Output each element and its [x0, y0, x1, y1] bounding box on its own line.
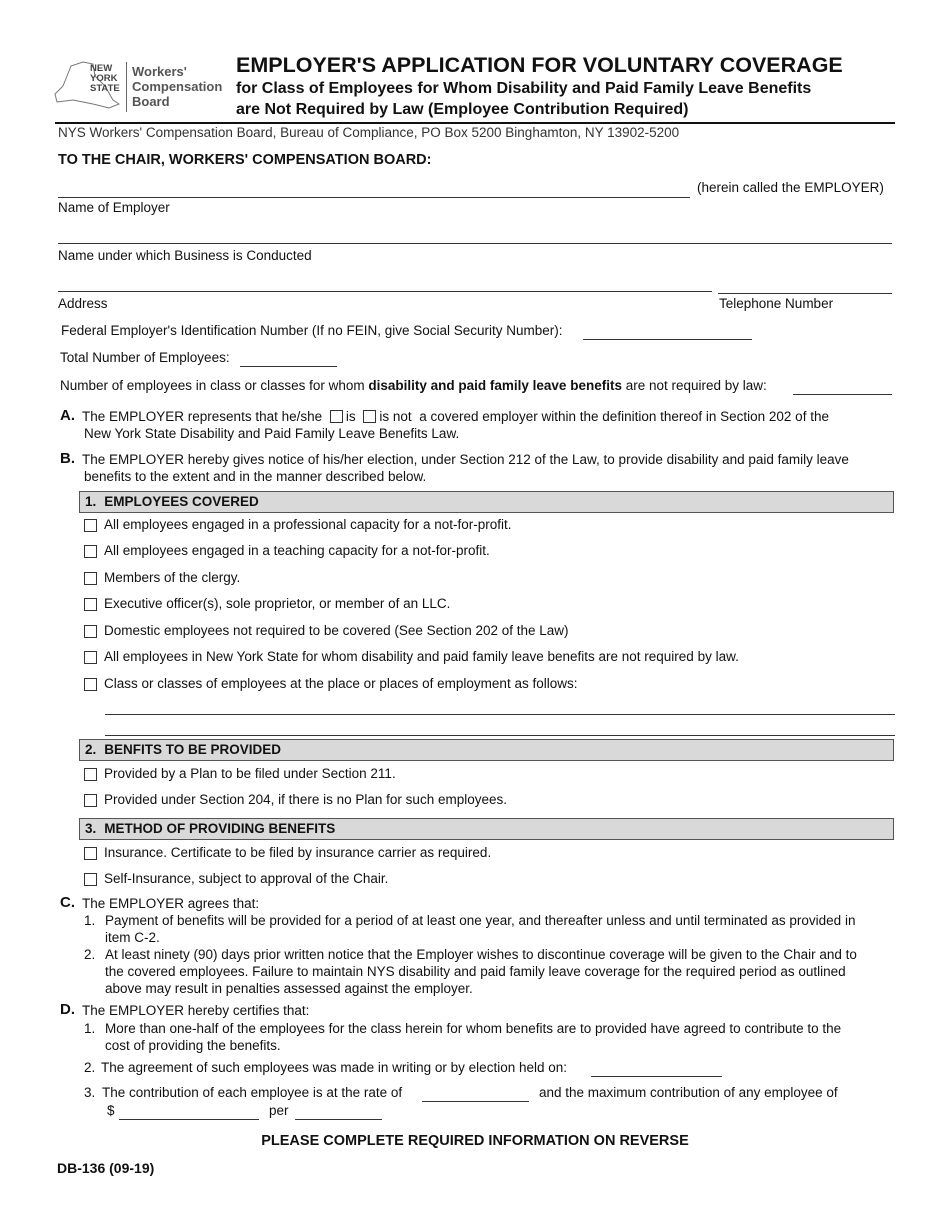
class-of-employees-label: Class or classes of employees at the place or places of employment as follows:: [104, 676, 578, 691]
class-description-line-1[interactable]: [105, 714, 895, 715]
professional-nfp-checkbox[interactable]: [84, 519, 97, 532]
logo-agency-text: Workers' Compensation Board: [132, 64, 223, 109]
employer-name-field[interactable]: [58, 197, 690, 198]
section-b-letter: B.: [60, 450, 75, 467]
fein-field[interactable]: [583, 339, 752, 340]
d1-number: 1.: [84, 1021, 96, 1036]
benefits-header: 2. BENFITS TO BE PROVIDED: [79, 739, 894, 761]
class-count-label: Number of employees in class or classes for whom disability and paid family leave benefits are not required by law:: [60, 378, 767, 393]
d1-line2: cost of providing the benefits.: [105, 1038, 281, 1053]
professional-nfp-label: All employees engaged in a professional capacity for a not-for-profit.: [104, 517, 512, 532]
herein-employer-label: (herein called the EMPLOYER): [697, 180, 884, 195]
telephone-field[interactable]: [718, 293, 892, 294]
form-title: EMPLOYER'S APPLICATION FOR VOLUNTARY COVERAGE: [236, 53, 843, 77]
self-insurance-checkbox[interactable]: [84, 873, 97, 886]
is-not-covered-checkbox[interactable]: [363, 410, 376, 423]
insurance-checkbox[interactable]: [84, 847, 97, 860]
name-of-employer-label: Name of Employer: [58, 200, 170, 215]
d3-maximum-label: and the maximum contribution of any employee of: [539, 1085, 838, 1100]
clergy-checkbox[interactable]: [84, 572, 97, 585]
form-code: DB-136 (09-19): [57, 1160, 155, 1176]
all-nys-employees-label: All employees in New York State for whom disability and paid family leave benefits are not required by law.: [104, 649, 739, 664]
section-b-line2: benefits to the extent and in the manner described below.: [84, 469, 427, 484]
board-address: NYS Workers' Compensation Board, Bureau of Compliance, PO Box 5200 Binghamton, NY 13902-5200: [58, 125, 680, 140]
c1-line2: item C-2.: [105, 930, 160, 945]
reverse-notice: PLEASE COMPLETE REQUIRED INFORMATION ON REVERSE: [261, 1133, 689, 1149]
section-204-label: Provided under Section 204, if there is no Plan for such employees.: [104, 792, 507, 807]
plan-section-211-checkbox[interactable]: [84, 768, 97, 781]
address-label: Address: [58, 296, 108, 311]
section-b-line1: The EMPLOYER hereby gives notice of his/her election, under Section 212 of the Law, to provide disability and paid family leave: [82, 452, 849, 467]
method-header: 3. METHOD OF PROVIDING BENEFITS: [79, 818, 894, 840]
all-nys-employees-checkbox[interactable]: [84, 651, 97, 664]
section-a-line2: New York State Disability and Paid Family Leave Benefits Law.: [84, 426, 460, 441]
salutation: TO THE CHAIR, WORKERS' COMPENSATION BOARD:: [58, 152, 432, 168]
c2-line3: above may result in penalties assessed against the employer.: [105, 981, 473, 996]
domestic-employees-checkbox[interactable]: [84, 625, 97, 638]
total-employees-label: Total Number of Employees:: [60, 350, 230, 365]
telephone-label: Telephone Number: [719, 296, 834, 311]
business-name-label: Name under which Business is Conducted: [58, 248, 312, 263]
total-employees-field[interactable]: [240, 366, 337, 367]
d1-line1: More than one-half of the employees for the class herein for whom benefits are to provided have agreed to contribute to the: [105, 1021, 842, 1036]
per-period-field[interactable]: [295, 1119, 382, 1120]
section-a-letter: A.: [60, 407, 75, 424]
form-subtitle-line1: for Class of Employees for Whom Disability and Paid Family Leave Benefits: [236, 80, 812, 97]
maximum-amount-field[interactable]: [119, 1119, 259, 1120]
employees-covered-header: 1. EMPLOYEES COVERED: [79, 491, 894, 513]
domestic-employees-label: Domestic employees not required to be covered (See Section 202 of the Law): [104, 623, 569, 638]
executive-officer-label: Executive officer(s), sole proprietor, or member of an LLC.: [104, 596, 451, 611]
c2-number: 2.: [84, 947, 96, 962]
form-subtitle-line2: are Not Required by Law (Employee Contribution Required): [236, 101, 689, 118]
logo-divider: [126, 62, 127, 112]
c1-number: 1.: [84, 913, 96, 928]
business-name-field[interactable]: [58, 243, 892, 244]
teaching-nfp-label: All employees engaged in a teaching capacity for a not-for-profit.: [104, 543, 490, 558]
section-d-intro: The EMPLOYER hereby certifies that:: [82, 1003, 310, 1018]
d3-rate-label: The contribution of each employee is at the rate of: [102, 1085, 403, 1100]
dollar-sign: $: [107, 1103, 115, 1118]
logo-state-text: NEW YORK STATE: [90, 63, 120, 94]
section-c-intro: The EMPLOYER agrees that:: [82, 896, 260, 911]
clergy-label: Members of the clergy.: [104, 570, 241, 585]
is-covered-checkbox[interactable]: [330, 410, 343, 423]
c2-line1: At least ninety (90) days prior written notice that the Employer wishes to discontinue coverage will be given to the Chair and to: [105, 947, 857, 962]
section-d-letter: D.: [60, 1001, 75, 1018]
class-of-employees-checkbox[interactable]: [84, 678, 97, 691]
class-description-line-2[interactable]: [105, 735, 895, 736]
d3-number: 3.: [84, 1085, 96, 1100]
plan-section-211-label: Provided by a Plan to be filed under Section 211.: [104, 766, 396, 781]
c1-line1: Payment of benefits will be provided for a period of at least one year, and thereafter unless and until terminated as provided in: [105, 913, 856, 928]
section-204-checkbox[interactable]: [84, 794, 97, 807]
election-date-field[interactable]: [591, 1076, 722, 1077]
address-field[interactable]: [58, 291, 712, 292]
fein-label: Federal Employer's Identification Number (If no FEIN, give Social Security Number):: [61, 323, 563, 338]
section-a-line1: The EMPLOYER represents that he/she is is not a covered employer within the definition thereof in Section 202 of the: [82, 409, 829, 424]
executive-officer-checkbox[interactable]: [84, 598, 97, 611]
teaching-nfp-checkbox[interactable]: [84, 545, 97, 558]
contribution-rate-field[interactable]: [422, 1101, 529, 1102]
class-count-field[interactable]: [793, 394, 892, 395]
per-label: per: [269, 1103, 289, 1118]
section-c-letter: C.: [60, 894, 75, 911]
insurance-label: Insurance. Certificate to be filed by insurance carrier as required.: [104, 845, 492, 860]
header-rule: [55, 122, 895, 124]
c2-line2: the covered employees. Failure to maintain NYS disability and paid family leave coverage for the required period as outlined: [105, 964, 846, 979]
d2-number: 2.: [84, 1060, 96, 1075]
self-insurance-label: Self-Insurance, subject to approval of the Chair.: [104, 871, 389, 886]
d2-text: The agreement of such employees was made in writing or by election held on:: [101, 1060, 568, 1075]
